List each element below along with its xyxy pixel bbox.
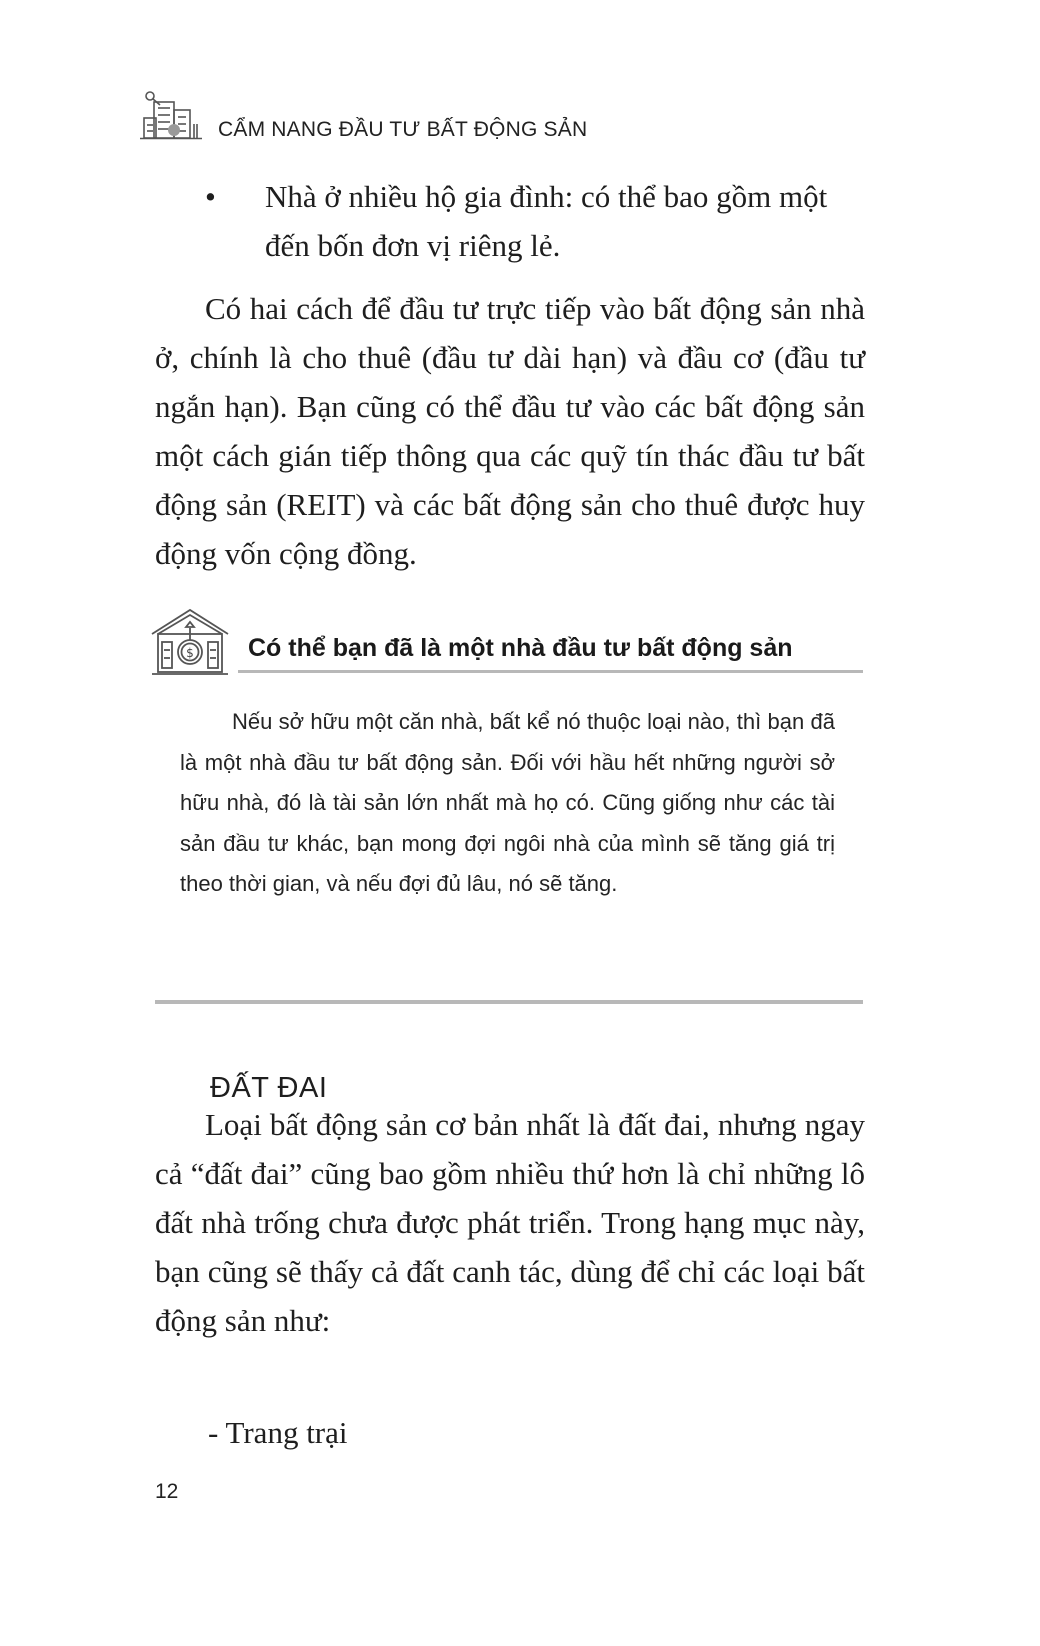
- callout-title: Có thể bạn đã là một nhà đầu tư bất động sản: [248, 634, 793, 662]
- callout-body-text: Nếu sở hữu một căn nhà, bất kể nó thuộc loại nào, thì bạn đã là một nhà đầu tư bất động sản. Đối với hầu hết những người sở hữu nhà, đó là tài sản lớn nhất mà họ có. Cũng giống như các tài sản đầu tư khác, bạn mong đợi ngôi nhà của mình sẽ tăng giá trị theo thời gian, và nếu đợi đủ lâu, nó sẽ tăng.: [180, 709, 835, 896]
- paragraph-investment: [155, 284, 865, 578]
- bullet-text: Nhà ở nhiều hộ gia đình: có thể bao gồm một đến bốn đơn vị riêng lẻ.: [265, 179, 828, 263]
- bullet-symbol: •: [205, 179, 216, 214]
- callout-divider-top: [238, 670, 863, 673]
- svg-text:$: $: [186, 646, 194, 660]
- page-number: 12: [155, 1480, 179, 1503]
- callout-divider-bottom: [155, 1000, 863, 1004]
- paragraph-land-text: Loại bất động sản cơ bản nhất là đất đai, nhưng ngay cả “đất đai” cũng bao gồm nhiều thứ hơn là chỉ những lô đất nhà trống chưa được phát triển. Trong hạng mục này, bạn cũng sẽ thấy cả đất canh tác, dùng để chỉ các loại bất động sản như:: [155, 1107, 865, 1338]
- paragraph-land: [155, 1100, 865, 1345]
- callout-body: [180, 702, 835, 905]
- header-title: CẨM NANG ĐẦU TƯ BẤT ĐỘNG SẢN: [218, 118, 588, 141]
- list-item: - Trang trại: [208, 1415, 348, 1450]
- section-heading: ĐẤT ĐAI: [210, 1072, 328, 1104]
- buildings-key-icon: [140, 88, 202, 144]
- bank-money-icon: [150, 606, 230, 678]
- paragraph-investment-text: Có hai cách để đầu tư trực tiếp vào bất động sản nhà ở, chính là cho thuê (đầu tư dài hạn) và đầu cơ (đầu tư ngắn hạn). Bạn cũng có thể đầu tư vào các bất động sản một cách gián tiếp thông qua các quỹ tín thác đầu tư bất động sản (REIT) và các bất động sản cho thuê được huy động vốn cộng đồng.: [155, 291, 865, 571]
- running-header: [140, 88, 840, 148]
